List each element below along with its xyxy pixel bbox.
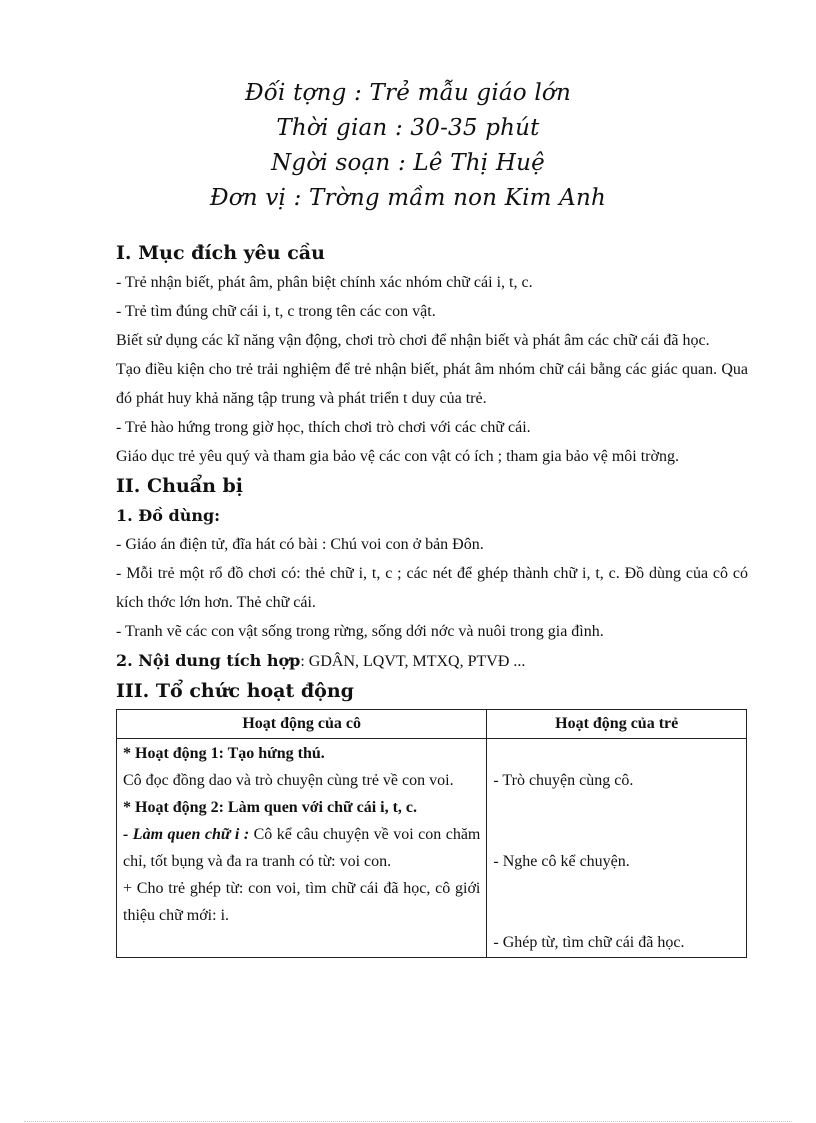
section-2-paragraph: - Giáo án điện tử, đĩa hát có bài : Chú voi con ở bản Đôn. (116, 536, 484, 553)
document-body (116, 238, 748, 958)
header-unit: Đơn vị : Trờng mầm non Kim Anh (210, 185, 606, 211)
integration-subjects: : GDÂN, LQVT, MTXQ, PTVĐ ... (300, 653, 526, 670)
table-header-row (117, 710, 747, 739)
lesson-header (0, 76, 816, 216)
child-activity-2: - Nghe cô kể chuyện. (493, 853, 630, 870)
section-2-paragraph: - Tranh vẽ các con vật sống trong rừng, sống dới nớc và nuôi trong gia đình. (116, 623, 604, 640)
teacher-activity-cell (117, 739, 487, 958)
table-row (117, 739, 747, 958)
section-1-title: I. Mục đích yêu cầu (116, 242, 325, 264)
section-1-paragraph: - Trẻ hào hứng trong giờ học, thích chơi trò chơi với các chữ cái. (116, 419, 531, 436)
section-1-paragraph: - Trẻ nhận biết, phát âm, phân biệt chính xác nhóm chữ cái i, t, c. (116, 274, 533, 291)
section-2-paragraph: - Mỗi trẻ một rổ đồ chơi có: thẻ chữ i, t, c ; các nét để ghép thành chữ i, t, c. Đồ dùng của cô có kích thớc lớn hơn. Thẻ chữ cái. (116, 565, 748, 611)
header-audience: Đối tợng : Trẻ mẫu giáo lớn (245, 80, 571, 106)
section-2-subtitle-materials: 1. Đồ dùng: (116, 506, 221, 525)
activity-1-title: * Hoạt động 1: Tạo hứng thú. (123, 745, 325, 762)
column-header-teacher: Hoạt động của cô (117, 710, 487, 739)
activity-table (116, 709, 747, 958)
page-bottom-divider (24, 1121, 792, 1122)
header-author: Ngời soạn : Lê Thị Huệ (271, 150, 545, 176)
section-2-integration (116, 646, 748, 676)
activity-2-lead: - Làm quen chữ i : (123, 826, 250, 843)
header-duration: Thời gian : 30-35 phút (276, 115, 540, 141)
children-activity-cell (487, 739, 747, 958)
section-2-title: II. Chuẩn bị (116, 475, 243, 497)
section-2-subtitle-integration: 2. Nội dung tích hợp (116, 651, 301, 670)
child-activity-1: - Trò chuyện cùng cô. (493, 772, 634, 789)
activity-2-text (123, 821, 480, 875)
section-1-paragraph: Tạo điều kiện cho trẻ trải nghiệm để trẻ nhận biết, phát âm nhóm chữ cái bằng các giác quan. Qua đó phát huy khả năng tập trung và phát triển t duy của trẻ. (116, 361, 748, 407)
section-3-title: III. Tổ chức hoạt động (116, 680, 354, 702)
column-header-children: Hoạt động của trẻ (487, 710, 747, 739)
activity-2-title: * Hoạt động 2: Làm quen với chữ cái i, t, c. (123, 799, 418, 816)
section-1-paragraph: Giáo dục trẻ yêu quý và tham gia bảo vệ các con vật có ích ; tham gia bảo vệ môi trờng. (116, 448, 679, 465)
section-1-paragraph: - Trẻ tìm đúng chữ cái i, t, c trong tên các con vật. (116, 303, 436, 320)
activity-1-text: Cô đọc đồng dao và trò chuyện cùng trẻ về con voi. (123, 772, 454, 789)
child-activity-3: - Ghép từ, tìm chữ cái đã học. (493, 934, 685, 951)
activity-2-body: Cô kể câu chuyện về voi con chăm chỉ, tốt bụng và đa ra tranh có từ: voi con. (123, 826, 481, 870)
section-1-paragraph: Biết sử dụng các kĩ năng vận động, chơi trò chơi để nhận biết và phát âm các chữ cái đã học. (116, 332, 710, 349)
activity-3-text: + Cho trẻ ghép từ: con voi, tìm chữ cái đã học, cô giới thiệu chữ mới: i. (123, 880, 481, 924)
